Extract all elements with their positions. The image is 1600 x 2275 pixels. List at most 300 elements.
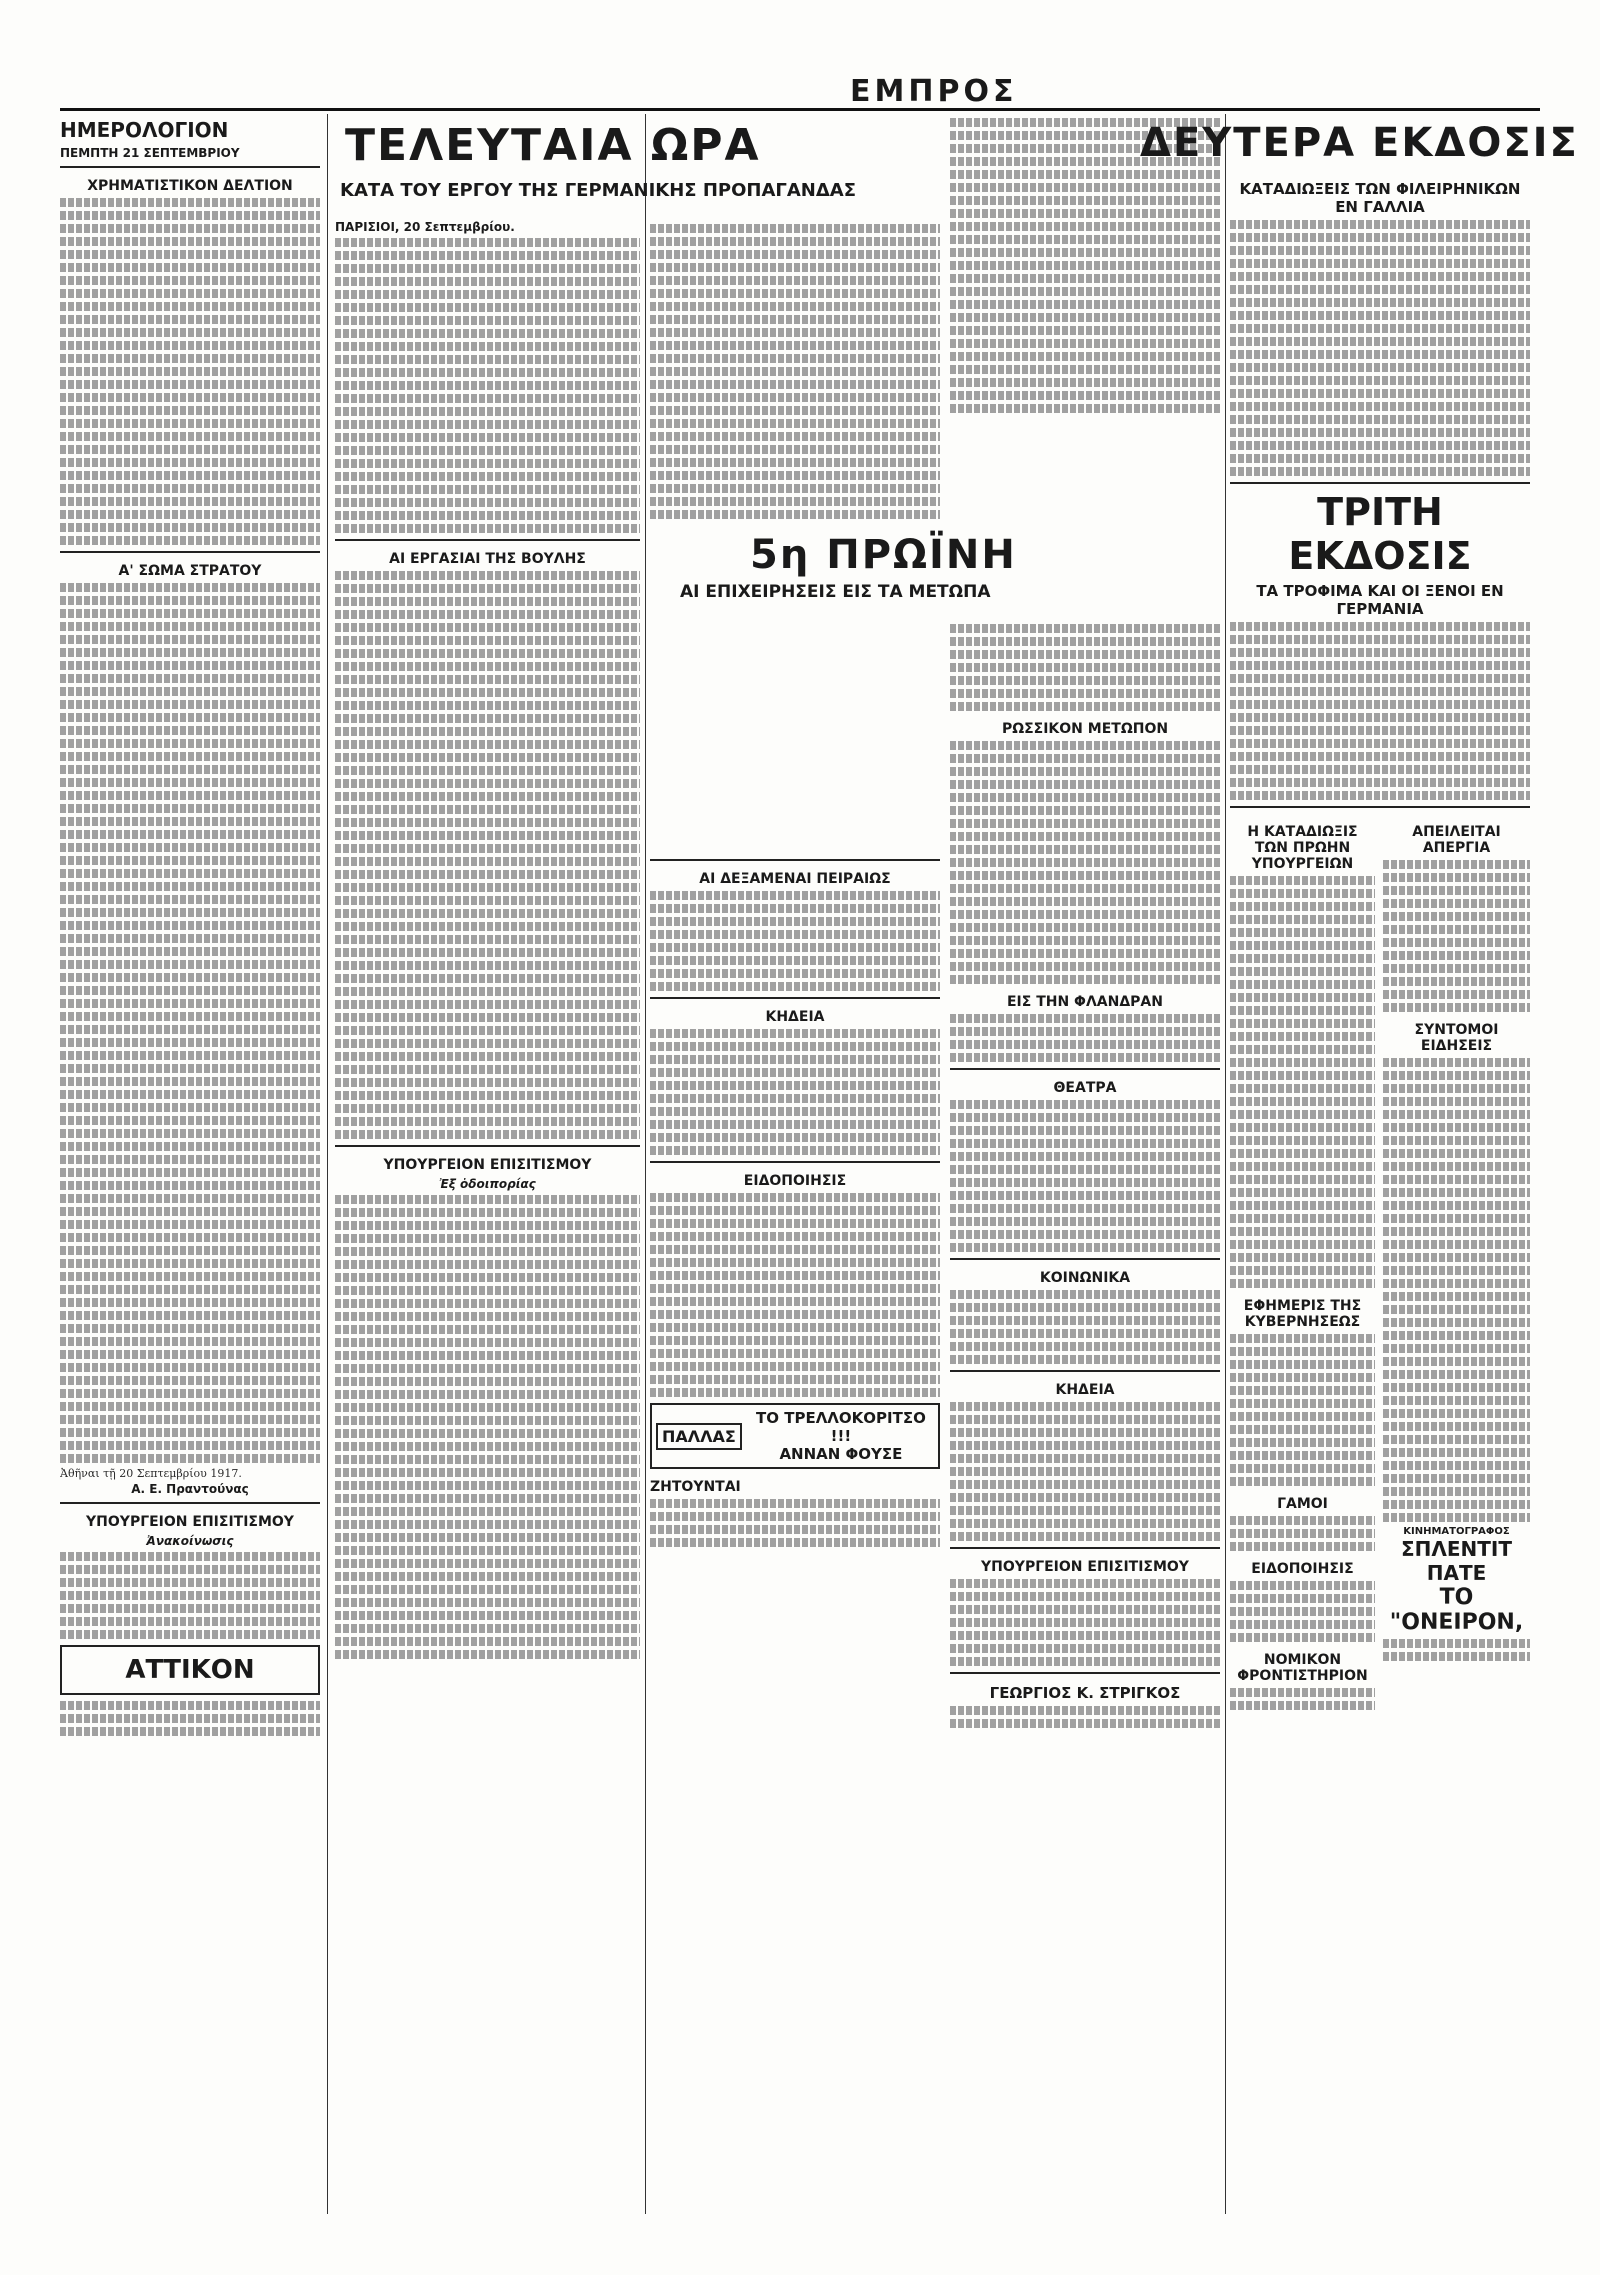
film-star: ΑΝΝΑΝ ΦΟΥΣΕ [779,1445,903,1463]
text-line [335,1117,640,1126]
text-line [650,1146,940,1155]
text-line [60,224,320,233]
text-line [1230,1633,1375,1642]
text-line [60,739,320,748]
text-line [60,432,320,441]
text-line [650,1133,940,1142]
text-line [335,1546,640,1555]
text-line [1383,1487,1530,1496]
text-line [950,1100,1220,1109]
column-4-lower [950,620,1220,2210]
text-line [60,497,320,506]
text-line [650,432,940,441]
text-line [650,1349,940,1358]
text-line [1230,928,1375,937]
text-line [950,222,1220,231]
text-line [60,947,320,956]
text-line [335,355,640,364]
text-line [1230,980,1375,989]
text-line [1230,1279,1375,1288]
text-line [60,1376,320,1385]
text-line [950,962,1220,971]
text-line [335,1637,640,1646]
text-line [1230,778,1530,787]
text-line [335,740,640,749]
text-line [950,637,1220,646]
column-5 [1230,180,1530,2210]
text-line [335,394,640,403]
text-line [1383,1003,1530,1012]
text-line [950,1415,1220,1424]
text-line [335,961,640,970]
text-line [335,342,640,351]
text-line [335,662,640,671]
text-line [1383,1123,1530,1132]
text-line [1230,1438,1375,1447]
text-line [335,264,640,273]
text-line [1230,1253,1375,1262]
text-line [950,1126,1220,1135]
text-line [1383,1214,1530,1223]
brief-news-title: ΣΥΝΤΟΜΟΙ ΕΙΔΗΣΕΙΣ [1414,1022,1499,1054]
text-line [335,974,640,983]
text-line [60,510,320,519]
text-line [1230,337,1530,346]
text-line [335,1611,640,1620]
text-line [60,856,320,865]
text-line [1383,1344,1530,1353]
text-line [1230,1019,1375,1028]
text-line [60,752,320,761]
text-line [1230,1373,1375,1382]
text-line [1383,925,1530,934]
text-line [1383,1305,1530,1314]
text-line [60,1311,320,1320]
parliament-title: ΑΙ ΕΡΓΑΣΙΑΙ ΤΗΣ ΒΟΥΛΗΣ [389,551,586,567]
text-line [335,792,640,801]
text-line [60,674,320,683]
text-line [60,1428,320,1437]
text-line [1230,1266,1375,1275]
text-line [335,1312,640,1321]
text-line [650,1245,940,1254]
text-line [335,1195,640,1204]
text-line [1383,1500,1530,1509]
text-line [335,701,640,710]
text-line [1230,467,1530,476]
text-line [1230,233,1530,242]
text-line [950,793,1220,802]
funeral-title: ΚΗΔΕΙΑ [765,1009,825,1025]
text-line [1230,272,1530,281]
text-line [60,1402,320,1411]
text-line [950,1493,1220,1502]
text-line [335,610,640,619]
text-line [1230,1071,1375,1080]
text-line [1383,1110,1530,1119]
ministry-title: ΥΠΟΥΡΓΕΙΟΝ ΕΠΙΣΙΤΙΣΜΟΥ [86,1513,294,1530]
text-line [335,511,640,520]
text-line [1230,661,1530,670]
text-line [650,224,940,233]
text-line [1230,415,1530,424]
text-line [60,921,320,930]
text-line [950,1579,1220,1588]
pallas-ad [650,1403,940,1469]
text-line [335,1299,640,1308]
text-line [650,458,940,467]
text-line [950,1631,1220,1640]
text-line [60,830,320,839]
text-line [335,1533,640,1542]
text-line [1230,1110,1375,1119]
flanders-title: ΕΙΣ ΤΗΝ ΦΛΑΝΔΡΑΝ [1006,994,1163,1010]
text-line [650,1538,940,1547]
text-line [335,1026,640,1035]
text-line [335,1520,640,1529]
text-line [950,676,1220,685]
text-line [950,1532,1220,1541]
text-line [950,235,1220,244]
text-line [950,1480,1220,1489]
text-line [335,1377,640,1386]
text-line [335,1481,640,1490]
text-line [60,1441,320,1450]
film-title: ΤΟ ΤΡΕΛΛΟΚΟΡΙΤΣΟ !!! [756,1409,926,1445]
text-line [60,302,320,311]
third-edition-subtitle: ΤΑ ΤΡΟΦΙΜΑ ΚΑΙ ΟΙ ΞΕΝΟΙ ΕΝ ΓΕΡΜΑΝΙΑ [1256,582,1504,618]
text-line [60,934,320,943]
gov-paper-title: ΕΦΗΜΕΡΙΣ ΤΗΣ ΚΥΒΕΡΝΗΣΕΩΣ [1243,1298,1362,1330]
text-line [950,1053,1220,1062]
text-line [335,1208,640,1217]
text-line [950,650,1220,659]
text-line [335,407,640,416]
text-line [335,1013,640,1022]
text-line [1230,376,1530,385]
text-line [950,858,1220,867]
text-line [1383,1422,1530,1431]
text-line [1383,1227,1530,1236]
text-line [650,250,940,259]
text-line [335,368,640,377]
text-line [1230,1607,1375,1616]
masthead [60,74,1540,111]
text-line [650,315,940,324]
text-line [1230,1516,1375,1525]
text-line [950,1428,1220,1437]
text-line [1383,1188,1530,1197]
text-line [1383,912,1530,921]
text-line [60,908,320,917]
text-line [60,1552,320,1561]
text-line [1230,967,1375,976]
text-line [1383,1513,1530,1522]
text-line [950,1014,1220,1023]
text-line [335,727,640,736]
text-line [650,1362,940,1371]
text-line [950,1706,1220,1715]
text-line [60,583,320,592]
text-line [1230,1175,1375,1184]
text-line [950,780,1220,789]
text-line [60,700,320,709]
text-line [950,897,1220,906]
text-line [650,341,940,350]
text-line [1383,1097,1530,1106]
text-line [650,1042,940,1051]
text-line [335,1039,640,1048]
text-line [1230,1045,1375,1054]
text-line [60,1701,320,1710]
text-line [950,871,1220,880]
text-line [60,380,320,389]
text-line [950,1605,1220,1614]
text-line [1230,941,1375,950]
text-line [950,1152,1220,1161]
text-line [60,1181,320,1190]
text-line [950,196,1220,205]
text-line [1383,1357,1530,1366]
text-line [60,1142,320,1151]
text-line [60,289,320,298]
text-line [335,779,640,788]
text-line [60,726,320,735]
text-line [950,975,1220,984]
text-line [1230,1201,1375,1210]
text-line [650,419,940,428]
strike-title: ΑΠΕΙΛΕΙΤΑΙ ΑΠΕΡΓΙΑ [1412,824,1501,856]
text-line [950,1342,1220,1351]
text-line [335,831,640,840]
text-line [1230,363,1530,372]
text-line [335,290,640,299]
cinema-label: ΚΙΝΗΜΑΤΟΓΡΑΦΟΣ [1403,1526,1510,1537]
text-line [60,1038,320,1047]
text-line [60,406,320,415]
text-line [950,1441,1220,1450]
text-line [1383,873,1530,882]
text-line [335,1403,640,1412]
text-line [650,289,940,298]
text-line [950,1290,1220,1299]
text-line [1383,1383,1530,1392]
wanted-title: ΖΗΤΟΥΝΤΑΙ [650,1479,741,1495]
text-line [1230,1399,1375,1408]
text-line [60,341,320,350]
text-line [950,1204,1220,1213]
text-line [1230,791,1530,800]
text-line [60,1415,320,1424]
text-line [1383,1279,1530,1288]
text-line [650,982,940,991]
second-edition-title: ΔΕΥΤΕΡΑ ΕΚΔΟΣΙΣ [1140,120,1579,166]
text-line [60,596,320,605]
text-line [335,987,640,996]
text-line [1230,1188,1375,1197]
text-line [60,1090,320,1099]
text-line [335,1325,640,1334]
text-line [950,1329,1220,1338]
text-line [60,1272,320,1281]
text-line [60,1591,320,1600]
text-line [650,445,940,454]
text-line [950,1519,1220,1528]
text-line [950,1040,1220,1049]
text-line [60,1064,320,1073]
text-line [950,300,1220,309]
text-line [335,1364,640,1373]
text-line [60,1207,320,1216]
text-line [1230,1594,1375,1603]
text-line [950,819,1220,828]
text-line [60,1617,320,1626]
text-line [650,1232,940,1241]
social-title: ΚΟΙΝΩΝΙΚΑ [1039,1270,1131,1286]
text-line [60,1220,320,1229]
newspaper-name: ΕΜΠΡΟΣ [850,74,1018,109]
text-line [1383,964,1530,973]
text-line [1230,1386,1375,1395]
text-line [335,584,640,593]
text-line [335,1507,640,1516]
weddings-title: ΓΑΜΟΙ [1277,1496,1328,1512]
text-line [650,891,940,900]
text-line [1230,902,1375,911]
text-line [335,329,640,338]
text-line [60,1233,320,1242]
person-name: ΓΕΩΡΓΙΟΣ Κ. ΣΤΡΙΓΚΟΣ [989,1684,1181,1702]
text-line [1230,428,1530,437]
text-line [60,1168,320,1177]
text-line [60,1155,320,1164]
text-line [60,986,320,995]
text-line [60,1578,320,1587]
text-line [60,276,320,285]
text-line [650,943,940,952]
text-line [335,433,640,442]
text-line [650,237,940,246]
text-line [335,1078,640,1087]
text-line [650,1375,940,1384]
second-edition-subtitle: ΚΑΤΑΔΙΩΞΕΙΣ ΤΩΝ ΦΙΛΕΙΡΗΝΙΚΩΝ ΕΝ ΓΑΛΛΙΑ [1239,180,1521,216]
text-line [60,471,320,480]
text-line [1230,765,1530,774]
text-line [1230,713,1530,722]
text-line [950,936,1220,945]
column-rule [645,114,646,2214]
text-line [950,1243,1220,1252]
text-line [335,524,640,533]
text-line [950,910,1220,919]
theatres-title: ΘΕΑΤΡΑ [1053,1080,1117,1096]
text-line [1383,860,1530,869]
theatre-attikon: ΑΤΤΙΚΟΝ [125,1654,255,1685]
text-line [60,419,320,428]
text-line [1383,886,1530,895]
text-line [650,956,940,965]
text-line [1383,1240,1530,1249]
text-line [950,1230,1220,1239]
text-line [1230,648,1530,657]
text-line [1383,951,1530,960]
notice-title: Ἀνακοίνωσις [146,1533,234,1548]
text-line [650,904,940,913]
text-line [60,445,320,454]
text-line [1230,324,1530,333]
text-line [1383,1058,1530,1067]
text-line [60,1454,320,1463]
text-line [1230,1097,1375,1106]
text-line [1230,1688,1375,1697]
headline-last-hour: ΤΕΛΕΥΤΑΙΑ ΩΡΑ [345,120,761,171]
text-line [60,1363,320,1372]
text-line [950,1719,1220,1728]
text-line [1230,622,1530,631]
text-line [1230,389,1530,398]
text-line [950,287,1220,296]
text-line [1230,220,1530,229]
text-line [1383,1435,1530,1444]
text-line [335,636,640,645]
text-line [1383,1409,1530,1418]
text-line [335,1065,640,1074]
text-line [950,624,1220,633]
text-line [1230,635,1530,644]
text-line [60,622,320,631]
text-line [950,378,1220,387]
text-line [335,870,640,879]
text-line [335,1442,640,1451]
text-line [1383,1071,1530,1080]
text-line [650,1081,940,1090]
signature-date: Ἀθῆναι τῇ 20 Σεπτεμβρίου 1917. [60,1467,242,1480]
text-line [1230,993,1375,1002]
text-line [335,1221,640,1230]
text-line [950,1355,1220,1364]
funeral-title-2: ΚΗΔΕΙΑ [1055,1382,1115,1398]
text-line [950,170,1220,179]
text-line [60,263,320,272]
text-line [950,1467,1220,1476]
text-line [335,1559,640,1568]
text-line [650,1388,940,1397]
text-line [1230,915,1375,924]
text-line [650,1297,940,1306]
text-line [60,609,320,618]
text-line [335,597,640,606]
text-line [335,688,640,697]
text-line [650,1219,940,1228]
text-line [60,661,320,670]
text-line [650,1068,940,1077]
text-line [1230,1529,1375,1538]
column-rule [327,114,328,2214]
text-line [335,935,640,944]
text-line [1230,1136,1375,1145]
finance-title: ΧΡΗΜΑΤΙΣΤΙΚΟΝ ΔΕΛΤΙΟΝ [87,178,293,194]
text-line [950,209,1220,218]
text-line [1230,246,1530,255]
text-line [1383,1149,1530,1158]
cinema-name: ΣΠΛΕΝΤΙΤ ΠΑΤΕ [1400,1537,1512,1585]
text-line [650,497,940,506]
text-line [650,484,940,493]
text-line [335,1351,640,1360]
text-line [1230,1162,1375,1171]
text-line [950,806,1220,815]
text-line [1230,700,1530,709]
